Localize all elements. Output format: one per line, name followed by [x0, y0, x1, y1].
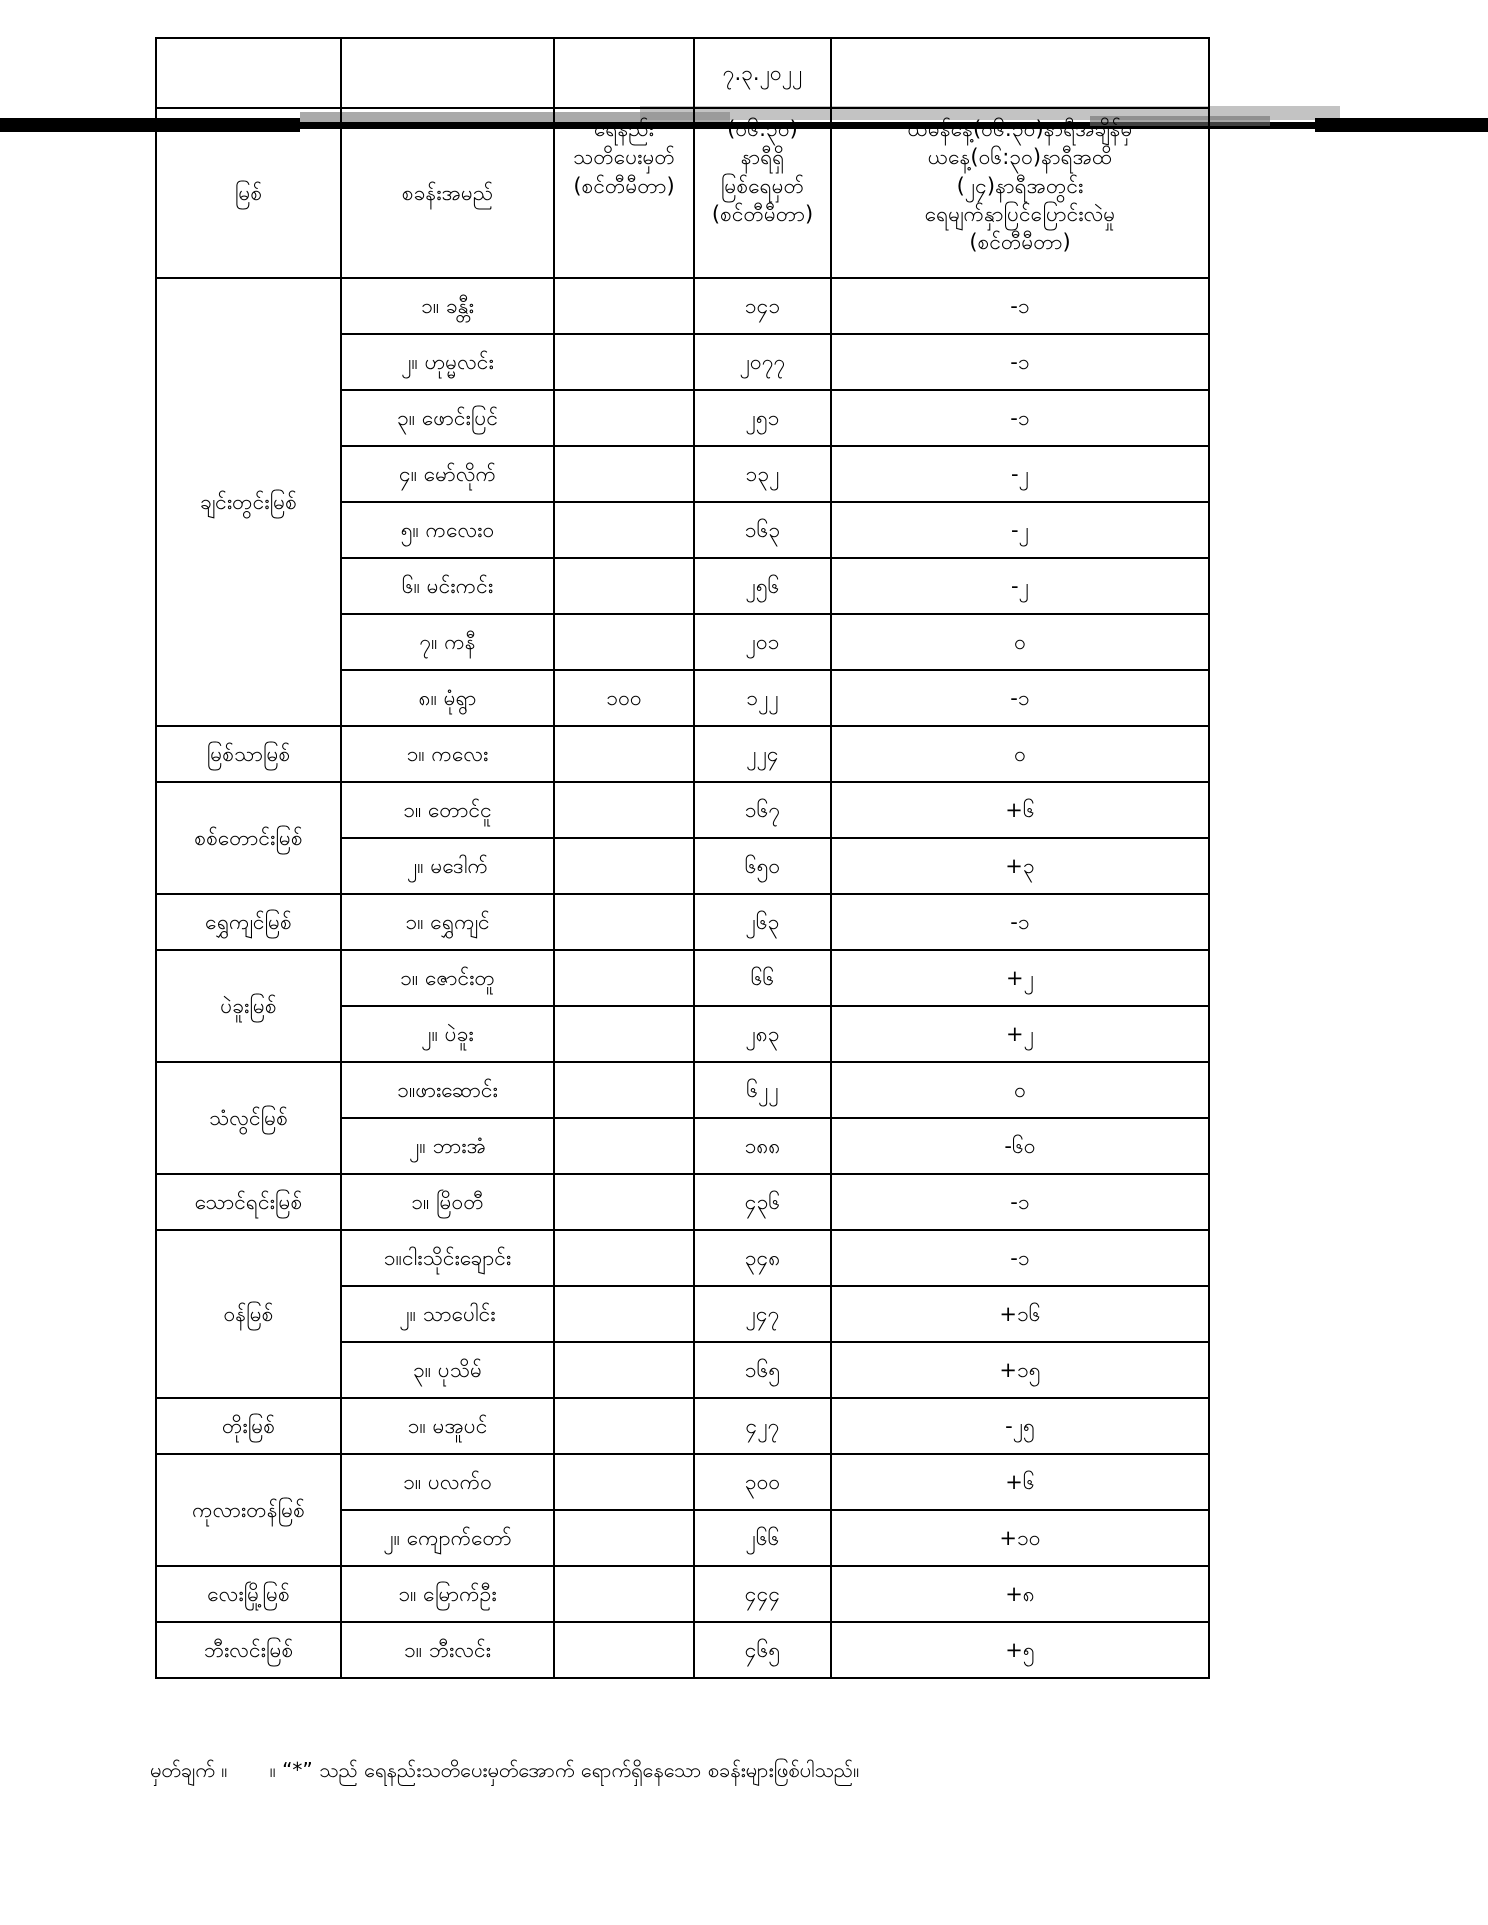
station-name-cell: ၂။ ကျောက်တော် — [341, 1510, 554, 1566]
danger-level-cell — [554, 334, 694, 390]
station-name-cell: ၁။ ကလေး — [341, 726, 554, 782]
strip-cell-change — [831, 38, 1209, 108]
danger-level-cell — [554, 1006, 694, 1062]
water-level-cell: ၁၃၂ — [694, 446, 831, 502]
table-top-strip-row — [156, 38, 1209, 108]
water-level-cell: ၂၆၃ — [694, 894, 831, 950]
river-name-cell: ပဲခူးမြစ် — [156, 950, 341, 1062]
level-change-cell: +၅ — [831, 1622, 1209, 1678]
station-name-cell: ၄။ မော်လိုက် — [341, 446, 554, 502]
water-level-cell: ၂၂၄ — [694, 726, 831, 782]
station-name-cell: ၁။ ရွှေကျင် — [341, 894, 554, 950]
level-change-cell: -၁ — [831, 390, 1209, 446]
table-row — [156, 1062, 1209, 1118]
station-name-cell: ၂။ ပဲခူး — [341, 1006, 554, 1062]
danger-level-cell — [554, 1230, 694, 1286]
river-name-cell: ချင်းတွင်းမြစ် — [156, 278, 341, 726]
table-row — [156, 782, 1209, 838]
station-name-cell: ၂။ သာပေါင်း — [341, 1286, 554, 1342]
station-name-cell: ၈။ မုံရွာ — [341, 670, 554, 726]
header-river: မြစ် — [156, 108, 341, 278]
level-change-cell: -၁ — [831, 1174, 1209, 1230]
level-change-cell: -၂ — [831, 558, 1209, 614]
danger-level-cell — [554, 1510, 694, 1566]
strip-cell-danger — [554, 38, 694, 108]
scan-artifact-bar — [1315, 118, 1488, 132]
level-change-cell: +၁၆ — [831, 1286, 1209, 1342]
header-danger-level: ရေနည်း သတိပေးမှတ် (စင်တီမီတာ) — [554, 108, 694, 278]
level-change-cell: -၆၀ — [831, 1118, 1209, 1174]
danger-level-cell — [554, 390, 694, 446]
danger-level-cell — [554, 838, 694, 894]
danger-level-cell — [554, 1566, 694, 1622]
river-name-cell: စစ်တောင်းမြစ် — [156, 782, 341, 894]
water-level-cell: ၂၅၁ — [694, 390, 831, 446]
station-name-cell: ၆။ မင်းကင်း — [341, 558, 554, 614]
river-name-cell: သံလွင်မြစ် — [156, 1062, 341, 1174]
level-change-cell: +၂ — [831, 1006, 1209, 1062]
level-change-cell: -၁ — [831, 1230, 1209, 1286]
table-row — [156, 1622, 1209, 1678]
table-row — [156, 1230, 1209, 1286]
station-name-cell: ၁။ဖားဆောင်း — [341, 1062, 554, 1118]
level-change-cell: +၁၅ — [831, 1342, 1209, 1398]
water-level-cell: ၁၆၅ — [694, 1342, 831, 1398]
danger-level-cell — [554, 278, 694, 334]
danger-level-cell — [554, 1454, 694, 1510]
table-row — [156, 950, 1209, 1006]
water-level-cell: ၃၄၈ — [694, 1230, 831, 1286]
danger-level-cell — [554, 446, 694, 502]
station-name-cell: ၁။ ဇောင်းတူ — [341, 950, 554, 1006]
water-level-cell: ၂၀၇၇ — [694, 334, 831, 390]
danger-level-cell — [554, 614, 694, 670]
water-level-cell: ၄၄၄ — [694, 1566, 831, 1622]
danger-level-cell — [554, 502, 694, 558]
level-change-cell: -၂၅ — [831, 1398, 1209, 1454]
station-name-cell: ၁။ မအူပင် — [341, 1398, 554, 1454]
station-name-cell: ၂။ မဒေါက် — [341, 838, 554, 894]
header-station: စခန်းအမည် — [341, 108, 554, 278]
water-level-cell: ၆၆ — [694, 950, 831, 1006]
danger-level-cell: ၁၀၀ — [554, 670, 694, 726]
river-name-cell: ဝန်မြစ် — [156, 1230, 341, 1398]
level-change-cell: +၁၀ — [831, 1510, 1209, 1566]
river-name-cell: ရွှေကျင်မြစ် — [156, 894, 341, 950]
table-header-row — [156, 108, 1209, 278]
footnote-text: ။ “*” သည် ရေနည်းသတိပေးမှတ်အောက် ရောက်ရှိနေသော စခန်းများဖြစ်ပါသည်။ — [269, 1758, 860, 1782]
level-change-cell: +၂ — [831, 950, 1209, 1006]
table-row — [156, 1398, 1209, 1454]
water-level-cell: ၁၂၂ — [694, 670, 831, 726]
station-name-cell: ၂။ ဟုမ္မလင်း — [341, 334, 554, 390]
strip-cell-station — [341, 38, 554, 108]
station-name-cell: ၁။ ပလက်ဝ — [341, 1454, 554, 1510]
level-change-cell: +၃ — [831, 838, 1209, 894]
river-name-cell: တိုးမြစ် — [156, 1398, 341, 1454]
river-name-cell: မြစ်သာမြစ် — [156, 726, 341, 782]
danger-level-cell — [554, 1062, 694, 1118]
station-name-cell: ၃။ ဖောင်းပြင် — [341, 390, 554, 446]
water-level-cell: ၃၀၀ — [694, 1454, 831, 1510]
danger-level-cell — [554, 1398, 694, 1454]
water-level-cell: ၄၂၇ — [694, 1398, 831, 1454]
station-name-cell: ၁။ငါးသိုင်းချောင်း — [341, 1230, 554, 1286]
river-name-cell: ကုလားတန်မြစ် — [156, 1454, 341, 1566]
water-level-cell: ၂၈၃ — [694, 1006, 831, 1062]
header-water-level: (၀၆:၃၀) နာရီရှိ မြစ်ရေမှတ် (စင်တီမီတာ) — [694, 108, 831, 278]
table-row — [156, 1454, 1209, 1510]
station-name-cell: ၂။ ဘား‌အံ — [341, 1118, 554, 1174]
water-level-cell: ၂၆၆ — [694, 1510, 831, 1566]
report-date: ၇.၃.၂၀၂၂ — [694, 38, 831, 108]
danger-level-cell — [554, 726, 694, 782]
water-level-cell: ၁၆၃ — [694, 502, 831, 558]
header-change: ယမန်နေ့(၀၆:၃၀)နာရီအချိန်မှ ယနေ့(၀၆:၃၀)နာရီအထိ (၂၄)နာရီအတွင်း ရေမျက်နှာပြင်ပြောင်းလဲမှု (စင်တီမီတာ) — [831, 108, 1209, 278]
water-level-cell: ၂၅၆ — [694, 558, 831, 614]
station-name-cell: ၁။ ဘီးလင်း — [341, 1622, 554, 1678]
danger-level-cell — [554, 1622, 694, 1678]
water-level-cell: ၁၈၈ — [694, 1118, 831, 1174]
footnote — [150, 1756, 1350, 1784]
footnote-label: မှတ်ချက် ။ — [150, 1758, 228, 1782]
water-level-cell: ၆၂၂ — [694, 1062, 831, 1118]
table-row — [156, 278, 1209, 334]
water-level-cell: ၂၀၁ — [694, 614, 831, 670]
station-name-cell: ၃။ ပုသိမ် — [341, 1342, 554, 1398]
water-level-cell: ၂၄၇ — [694, 1286, 831, 1342]
water-level-cell: ၄၃၆ — [694, 1174, 831, 1230]
level-change-cell: -၂ — [831, 446, 1209, 502]
water-level-cell: ၆၅၀ — [694, 838, 831, 894]
level-change-cell: ၀ — [831, 1062, 1209, 1118]
level-change-cell: +၈ — [831, 1566, 1209, 1622]
station-name-cell: ၁။ မြိဝတီ — [341, 1174, 554, 1230]
water-level-cell: ၁၆၇ — [694, 782, 831, 838]
table-row — [156, 726, 1209, 782]
water-level-cell: ၁၄၁ — [694, 278, 831, 334]
danger-level-cell — [554, 782, 694, 838]
station-name-cell: ၁။ မြောက်ဦး — [341, 1566, 554, 1622]
danger-level-cell — [554, 1118, 694, 1174]
station-name-cell: ၁။ တောင်ငူ — [341, 782, 554, 838]
level-change-cell: -၂ — [831, 502, 1209, 558]
danger-level-cell — [554, 1174, 694, 1230]
level-change-cell: +၆ — [831, 782, 1209, 838]
table-row — [156, 1566, 1209, 1622]
water-level-cell: ၄၆၅ — [694, 1622, 831, 1678]
strip-cell-river — [156, 38, 341, 108]
level-change-cell: ၀ — [831, 614, 1209, 670]
level-change-cell: -၁ — [831, 278, 1209, 334]
danger-level-cell — [554, 1342, 694, 1398]
level-change-cell: -၁ — [831, 670, 1209, 726]
danger-level-cell — [554, 950, 694, 1006]
table-row — [156, 1174, 1209, 1230]
danger-level-cell — [554, 558, 694, 614]
river-name-cell: သောင်ရင်းမြစ် — [156, 1174, 341, 1230]
level-change-cell: ၀ — [831, 726, 1209, 782]
danger-level-cell — [554, 1286, 694, 1342]
table-row — [156, 894, 1209, 950]
river-levels-table — [155, 37, 1210, 1679]
level-change-cell: -၁ — [831, 334, 1209, 390]
level-change-cell: +၆ — [831, 1454, 1209, 1510]
station-name-cell: ၅။ ကလေးဝ — [341, 502, 554, 558]
river-name-cell: လေးမြို့မြစ် — [156, 1566, 341, 1622]
level-change-cell: -၁ — [831, 894, 1209, 950]
station-name-cell: ၁။ ခန္တီး — [341, 278, 554, 334]
river-name-cell: ဘီးလင်းမြစ် — [156, 1622, 341, 1678]
station-name-cell: ၇။ ကနီ — [341, 614, 554, 670]
danger-level-cell — [554, 894, 694, 950]
